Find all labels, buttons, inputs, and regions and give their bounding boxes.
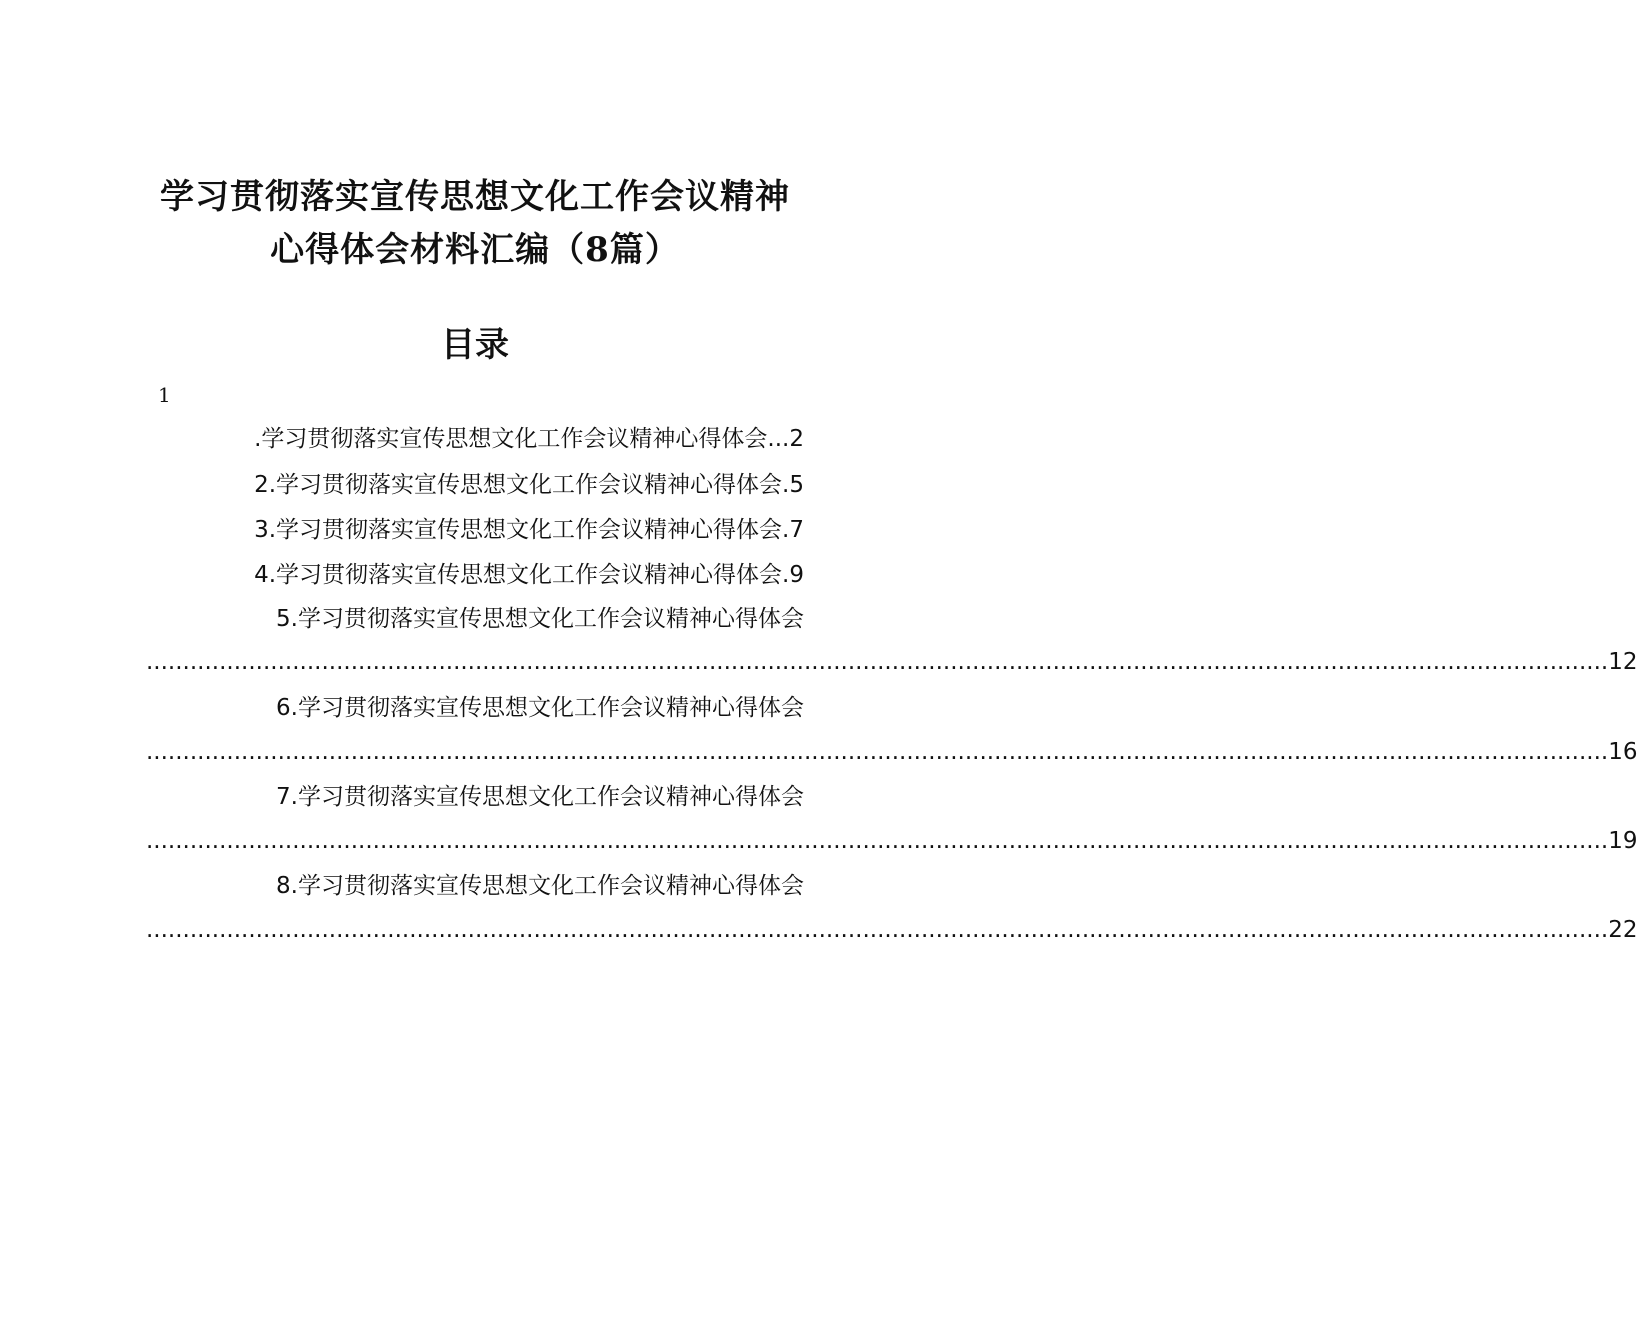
toc-entry-6-leader[interactable] xyxy=(146,739,1638,765)
toc-heading: 目录 xyxy=(441,325,509,365)
dot-leader: ........................................................................................................................................................................................................ xyxy=(146,739,1609,765)
toc-entry-8-leader[interactable] xyxy=(146,917,1638,943)
toc-entry-4[interactable]: 4.学习贯彻落实宣传思想文化工作会议精神心得体会.9 xyxy=(254,562,804,588)
dot-leader: ........................................................................................................................................................................................................ xyxy=(146,917,1609,943)
toc-entry-3[interactable]: 3.学习贯彻落实宣传思想文化工作会议精神心得体会.7 xyxy=(254,517,804,543)
toc-entry-8[interactable]: 8.学习贯彻落实宣传思想文化工作会议精神心得体会 xyxy=(276,873,804,899)
stray-page-number: 1 xyxy=(158,383,171,407)
document-title-line-2: 心得体会材料汇编（8篇） xyxy=(270,230,680,270)
toc-entry-5[interactable]: 5.学习贯彻落实宣传思想文化工作会议精神心得体会 xyxy=(276,606,804,632)
toc-entry-7[interactable]: 7.学习贯彻落实宣传思想文化工作会议精神心得体会 xyxy=(276,784,804,810)
toc-entry-5-page: 12 xyxy=(1608,649,1638,675)
toc-entry-7-leader[interactable] xyxy=(146,828,1638,854)
toc-entry-5-leader[interactable] xyxy=(146,649,1638,675)
toc-entry-6[interactable]: 6.学习贯彻落实宣传思想文化工作会议精神心得体会 xyxy=(276,695,804,721)
toc-entry-7-page: 19 xyxy=(1608,828,1638,854)
toc-entry-1[interactable]: .学习贯彻落实宣传思想文化工作会议精神心得体会...2 xyxy=(254,426,804,452)
toc-entry-8-page: 22 xyxy=(1608,917,1638,943)
dot-leader: ........................................................................................................................................................................................................ xyxy=(146,649,1609,675)
document-title-line-1: 学习贯彻落实宣传思想文化工作会议精神 xyxy=(160,177,790,217)
toc-entry-6-page: 16 xyxy=(1608,739,1638,765)
toc-entry-2[interactable]: 2.学习贯彻落实宣传思想文化工作会议精神心得体会.5 xyxy=(254,472,804,498)
dot-leader: ........................................................................................................................................................................................................ xyxy=(146,828,1609,854)
